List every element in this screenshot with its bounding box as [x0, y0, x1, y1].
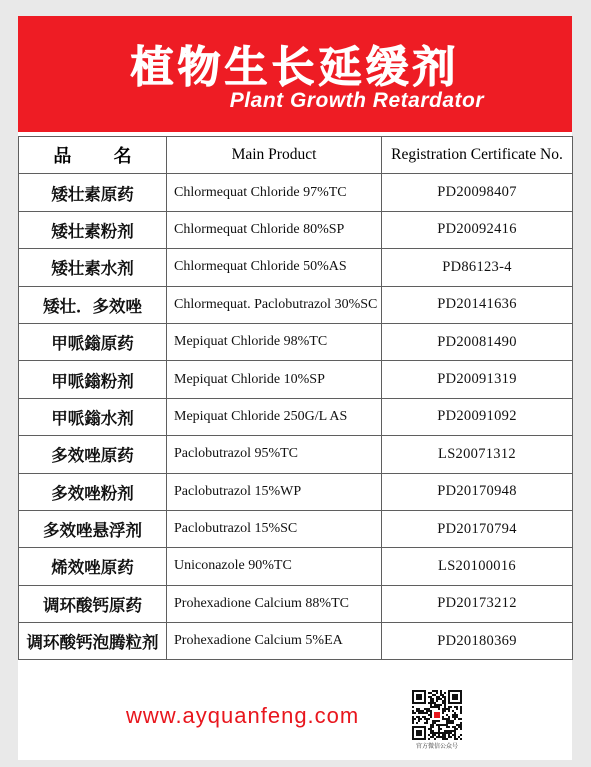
title-banner [18, 16, 572, 132]
registration-number: PD20081490 [382, 323, 573, 360]
product-name-cn: 矮壮．多效唑 [19, 286, 167, 323]
table-row [19, 249, 573, 286]
product-name-cn: 矮壮素水剂 [19, 249, 167, 286]
product-name-cn: 多效唑悬浮剂 [19, 510, 167, 547]
main-product: Paclobutrazol 15%SC [167, 510, 382, 547]
main-product: Paclobutrazol 15%WP [167, 473, 382, 510]
qr-caption: 官方微信公众号 [415, 743, 458, 750]
table-row [19, 548, 573, 585]
main-product: Prohexadione Calcium 5%EA [167, 623, 382, 660]
registration-number: PD20092416 [382, 211, 573, 248]
registration-number: PD20098407 [382, 174, 573, 211]
product-table [18, 136, 573, 660]
product-name-cn: 调环酸钙原药 [19, 585, 167, 622]
registration-number: PD20180369 [382, 623, 573, 660]
product-name-cn: 甲哌鎓原药 [19, 323, 167, 360]
table-row [19, 510, 573, 547]
table-header-row [19, 137, 573, 174]
table-row [19, 361, 573, 398]
product-name-cn: 甲哌鎓粉剂 [19, 361, 167, 398]
registration-number: LS20100016 [382, 548, 573, 585]
table-body [19, 174, 573, 660]
product-name-cn: 矮壮素粉剂 [19, 211, 167, 248]
registration-number: PD20091319 [382, 361, 573, 398]
header-product-name-cn: 品 名 [19, 137, 167, 174]
main-product: Paclobutrazol 95%TC [167, 436, 382, 473]
registration-number: PD20170794 [382, 510, 573, 547]
product-name-cn: 多效唑粉剂 [19, 473, 167, 510]
table-row [19, 585, 573, 622]
header-registration-no: Registration Certificate No. [382, 137, 573, 174]
website-url[interactable]: www.ayquanfeng.com [126, 703, 360, 728]
product-name-cn: 多效唑原药 [19, 436, 167, 473]
product-name-cn: 甲哌鎓水剂 [19, 398, 167, 435]
table-row [19, 323, 573, 360]
banner-title-en: Plant Growth Retardator [229, 89, 484, 112]
product-name-cn: 矮壮素原药 [19, 174, 167, 211]
product-name-cn: 烯效唑原药 [19, 548, 167, 585]
registration-number: PD86123-4 [382, 249, 573, 286]
main-product: Mepiquat Chloride 250G/L AS [167, 398, 382, 435]
main-product: Chlormequat Chloride 80%SP [167, 211, 382, 248]
registration-number: PD20170948 [382, 473, 573, 510]
main-product: Mepiquat Chloride 98%TC [167, 323, 382, 360]
table-row [19, 174, 573, 211]
table-row [19, 211, 573, 248]
main-product: Prohexadione Calcium 88%TC [167, 585, 382, 622]
table-row [19, 473, 573, 510]
qr-code-icon[interactable] [412, 690, 462, 740]
main-product: Chlormequat Chloride 97%TC [167, 174, 382, 211]
table-row [19, 286, 573, 323]
table-row [19, 398, 573, 435]
document-page [18, 16, 572, 760]
registration-number: PD20141636 [382, 286, 573, 323]
product-name-cn: 调环酸钙泡腾粒剂 [19, 623, 167, 660]
main-product: Uniconazole 90%TC [167, 548, 382, 585]
registration-number: PD20091092 [382, 398, 573, 435]
header-main-product: Main Product [167, 137, 382, 174]
registration-number: PD20173212 [382, 585, 573, 622]
main-product: Chlormequat Chloride 50%AS [167, 249, 382, 286]
main-product: Mepiquat Chloride 10%SP [167, 361, 382, 398]
main-product: Chlormequat. Paclobutrazol 30%SC [167, 286, 382, 323]
banner-title-cn: 植物生长延缓剂 [130, 43, 460, 93]
table-row [19, 436, 573, 473]
table-row [19, 623, 573, 660]
wechat-qr-block [412, 690, 462, 750]
registration-number: LS20071312 [382, 436, 573, 473]
